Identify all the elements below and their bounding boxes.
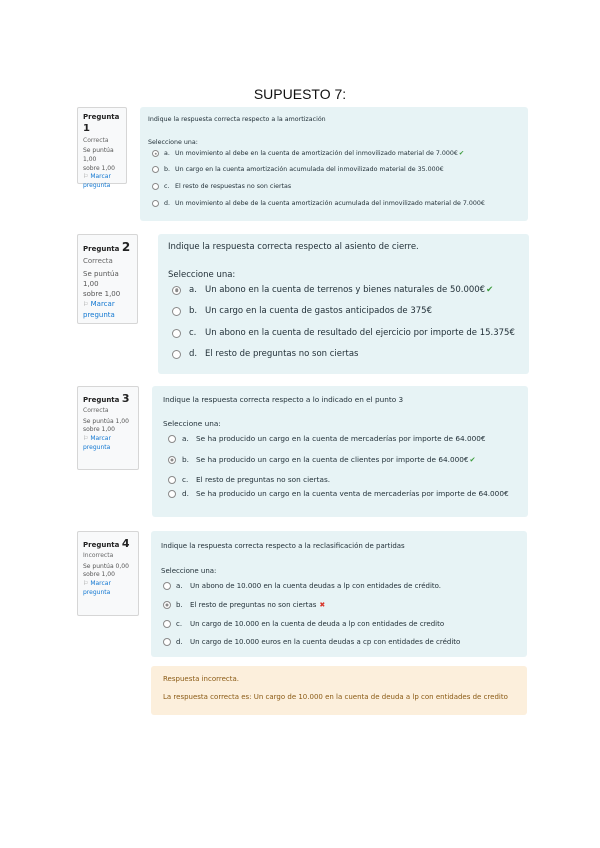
document-title: SUPUESTO 7: <box>253 86 347 102</box>
flag-question-link[interactable]: ⚐ Marcar pregunta <box>83 580 111 596</box>
question-content-2 <box>158 234 529 374</box>
question-state: Correcta <box>83 257 113 266</box>
radio-button[interactable] <box>168 490 176 498</box>
answer-option-d[interactable]: d. Un cargo de 10.000 euros en la cuenta deudas a cp con entidades de crédito <box>163 638 460 646</box>
flag-icon: ⚐ <box>83 173 89 181</box>
flag-question-link[interactable]: ⚐ Marcar pregunta <box>83 173 111 190</box>
radio-button[interactable] <box>172 307 181 316</box>
question-text: Indique la respuesta correcta respecto a la amortización <box>148 116 326 123</box>
radio-button[interactable] <box>168 456 176 464</box>
option-text: Un movimiento al debe de la cuenta amortización acumulada del inmovilizado material de 7.000€ <box>175 200 485 207</box>
option-text: Un cargo en la cuenta amortización acumulada del inmovilizado material de 35.000€ <box>175 166 444 173</box>
answer-option-a[interactable]: a. Un movimiento al debe en la cuenta de amortización del inmovilizado material de 7.000€ ✔ <box>152 150 464 157</box>
question-info-4 <box>77 531 139 616</box>
question-content-3 <box>152 386 528 517</box>
answer-option-a[interactable]: a. Un abono en la cuenta de terrenos y bienes naturales de 50.000€ ✔ <box>172 285 493 295</box>
option-text: El resto de respuestas no son ciertas <box>175 183 292 190</box>
question-text: Indique la respuesta correcta respecto a la reclasificación de partidas <box>161 542 405 550</box>
radio-button[interactable] <box>163 620 171 628</box>
select-one-label: Seleccione una: <box>168 270 236 280</box>
question-text: Indique la respuesta correcta respecto al asiento de cierre. <box>168 242 419 252</box>
option-text: Se ha producido un cargo en la cuenta de clientes por importe de 64.000€ <box>196 455 469 464</box>
question-number: Pregunta 1 <box>83 113 120 135</box>
option-text: Un abono en la cuenta de resultado del ejercicio por importe de 15.375€ <box>205 328 515 338</box>
question-number: Pregunta 2 <box>83 240 131 254</box>
question-score: Se puntúa 1,00 sobre 1,00 <box>83 269 121 298</box>
flag-question-link[interactable]: ⚐ Marcar pregunta <box>83 435 111 451</box>
question-number: Pregunta 3 <box>83 392 130 405</box>
radio-button[interactable] <box>163 638 171 646</box>
flag-icon: ⚐ <box>83 435 89 442</box>
question-state: Incorrecta <box>83 551 114 559</box>
question-content-4 <box>151 531 527 657</box>
answer-option-c[interactable]: c. Un abono en la cuenta de resultado del ejercicio por importe de 15.375€ <box>172 328 515 338</box>
radio-button[interactable] <box>163 601 171 609</box>
answer-option-d[interactable]: d. Un movimiento al debe de la cuenta amortización acumulada del inmovilizado material de 7.000€ <box>152 200 485 207</box>
option-text: Un cargo de 10.000 en la cuenta de deuda a lp con entidades de credito <box>190 620 445 628</box>
question-info-2 <box>77 234 138 324</box>
option-text: El resto de preguntas no son ciertas <box>205 349 359 359</box>
option-text: Un abono de 10.000 en la cuenta deudas a lp con entidades de crédito. <box>190 582 442 590</box>
question-text: Indique la respuesta correcta respecto a lo indicado en el punto 3 <box>163 395 404 404</box>
correct-check-icon: ✔ <box>469 455 476 464</box>
answer-option-d[interactable]: d. El resto de preguntas no son ciertas <box>172 349 358 359</box>
answer-option-a[interactable]: a. Un abono de 10.000 en la cuenta deudas a lp con entidades de crédito. <box>163 582 441 590</box>
feedback-correct-answer: La respuesta correcta es: Un cargo de 10.000 en la cuenta de deuda a lp con entidades de credito <box>163 693 508 701</box>
option-text: Un cargo de 10.000 euros en la cuenta deudas a cp con entidades de crédito <box>190 638 461 646</box>
option-text: El resto de preguntas no son ciertas. <box>196 475 331 484</box>
radio-button[interactable] <box>163 582 171 590</box>
option-text: Un movimiento al debe en la cuenta de amortización del inmovilizado material de 7.000€ <box>175 150 458 157</box>
select-one-label: Seleccione una: <box>148 139 198 146</box>
answer-option-c[interactable]: c. El resto de respuestas no son ciertas <box>152 183 291 190</box>
radio-button[interactable] <box>172 329 181 338</box>
answer-option-d[interactable]: d. Se ha producido un cargo en la cuenta venta de mercaderías por importe de 64.000€ <box>168 489 509 498</box>
answer-option-b[interactable]: b. Se ha producido un cargo en la cuenta de clientes por importe de 64.000€ ✔ <box>168 455 476 464</box>
flag-question-link[interactable]: ⚐ Marcar pregunta <box>83 299 115 319</box>
feedback-title: Respuesta incorrecta. <box>163 675 240 683</box>
radio-button[interactable] <box>172 286 181 295</box>
question-score: Se puntúa 0,00 sobre 1,00 <box>83 562 129 579</box>
question-info-1 <box>77 107 127 190</box>
question-score: Se puntúa 1,00 sobre 1,00 <box>83 147 115 172</box>
radio-button[interactable] <box>152 183 159 190</box>
option-text: Se ha producido un cargo en la cuenta venta de mercaderías por importe de 64.000€ <box>196 489 509 498</box>
answer-option-b[interactable]: b. El resto de preguntas no son ciertas ✖ <box>163 601 325 609</box>
answer-feedback <box>151 666 527 715</box>
answer-option-b[interactable]: b. Un cargo en la cuenta amortización acumulada del inmovilizado material de 35.000€ <box>152 166 444 173</box>
answer-option-b[interactable]: b. Un cargo en la cuenta de gastos anticipados de 375€ <box>172 306 432 316</box>
radio-button[interactable] <box>168 476 176 484</box>
answer-option-c[interactable]: c. Un cargo de 10.000 en la cuenta de deuda a lp con entidades de credito <box>163 620 444 628</box>
select-one-label: Seleccione una: <box>161 567 217 575</box>
option-text: Un cargo en la cuenta de gastos anticipados de 375€ <box>205 306 432 316</box>
option-text: Se ha producido un cargo en la cuenta de mercaderías por importe de 64.000€ <box>196 434 486 443</box>
question-info-3 <box>77 386 139 470</box>
radio-button[interactable] <box>152 166 159 173</box>
radio-button[interactable] <box>172 350 181 359</box>
question-state: Correcta <box>83 136 109 144</box>
radio-button[interactable] <box>152 150 159 157</box>
radio-button[interactable] <box>168 435 176 443</box>
select-one-label: Seleccione una: <box>163 419 221 428</box>
option-text: El resto de preguntas no son ciertas <box>190 601 317 609</box>
question-state: Correcta <box>83 406 109 414</box>
flag-icon: ⚐ <box>83 580 89 587</box>
correct-check-icon: ✔ <box>458 150 465 157</box>
answer-option-a[interactable]: a. Se ha producido un cargo en la cuenta de mercaderías por importe de 64.000€ <box>168 434 486 443</box>
option-text: Un abono en la cuenta de terrenos y bienes naturales de 50.000€ <box>205 285 486 295</box>
question-number: Pregunta 4 <box>83 537 130 550</box>
correct-check-icon: ✔ <box>486 285 494 295</box>
radio-button[interactable] <box>152 200 159 207</box>
question-content-1 <box>140 107 528 221</box>
incorrect-cross-icon: ✖ <box>319 601 326 609</box>
question-score: Se puntúa 1,00 sobre 1,00 <box>83 417 129 434</box>
flag-icon: ⚐ <box>83 300 89 308</box>
answer-option-c[interactable]: c. El resto de preguntas no son ciertas. <box>168 475 330 484</box>
